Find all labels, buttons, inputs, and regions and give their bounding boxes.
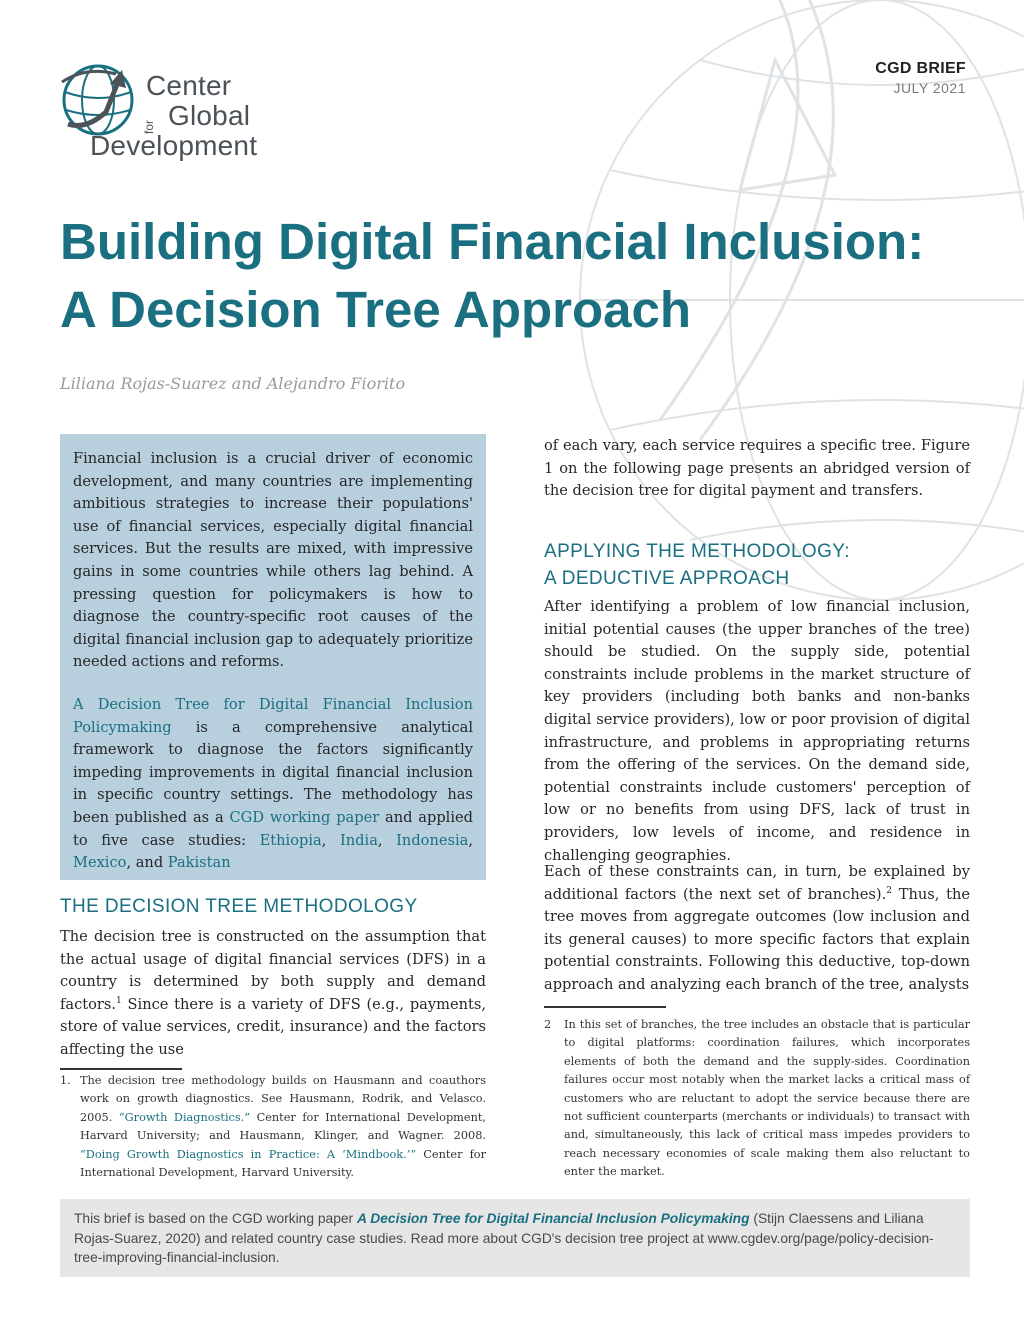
summary-text: is a comprehensive analytical framework to diagnose the factors significantly impeding improvements in digital financial inclusion in specific country settings. The methodology has been published as a bbox=[73, 718, 473, 826]
footnote-text: Center for International Development, Harvard University. bbox=[80, 1147, 487, 1180]
footnote-1 bbox=[60, 1072, 487, 1182]
footnote-text: In this set of branches, the tree includes an obstacle that is particular to digital platforms: coordination failures, which incorporates elements of both the demand and the supply-sides. Coordination failures occur most notably when the market lacks a critical mass of customers who are reluctant to adopt the service because there are not sufficient counterparts (merchants or individuals) to transact with and, simultaneously, this lack of critical mass impedes providers to reach necessary economies of scale making them also reluctant to enter the market. bbox=[564, 1018, 970, 1179]
body-text: Since there is a variety of DFS (e.g., payments, store of value services, credit, insurance) and the factors affecting the use bbox=[60, 995, 486, 1058]
page-title bbox=[60, 208, 990, 344]
separator: , bbox=[377, 831, 397, 849]
title-line-2: A Decision Tree Approach bbox=[60, 281, 692, 338]
continuation-paragraph: of each vary, each service requires a specific tree. Figure 1 on the following page presents an abridged version of the decision tree for digital payment and transfers. bbox=[544, 437, 970, 500]
applying-paragraph-1: After identifying a problem of low financial inclusion, initial potential causes (the upper branches of the tree) should be studied. On the supply side, potential constraints include problems in the market structure of key providers (including both banks and non-banks digital service providers), low or poor provision of digital infrastructure, and problems in appropriating returns from the offering of the services. On the demand side, potential constraints include customers' perception of low or no benefits from using DFS, lack of trust in providers, low levels of income, and residence in challenging geographies. bbox=[544, 598, 970, 864]
body-text: Each of these constraints can, in turn, be explained by additional factors (the next set of branches). bbox=[544, 863, 970, 903]
cgd-working-paper-link[interactable]: CGD working paper bbox=[229, 808, 380, 826]
footnote-2 bbox=[544, 1016, 970, 1182]
case-study-link-indonesia[interactable]: Indonesia bbox=[396, 831, 469, 849]
footer-text: (Stijn Claessens and Liliana Rojas-Suarez, 2020) and related country case studies. Read more about CGD's decision tree project at www.cgdev.org/page/policy-decision-tree-improving-financial-inclusion. bbox=[74, 1211, 934, 1265]
case-study-link-mexico[interactable]: Mexico bbox=[73, 854, 127, 872]
separator: , and bbox=[126, 854, 168, 872]
summary-paragraph-1: Financial inclusion is a crucial driver of economic development, and many countries are implementing ambitious strategies to increase their populations' use of financial services, especially digital financial services. But the results are mixed, with impressive gains in some countries while others lag behind. A pressing question for policymakers is how to diagnose the country-specific root causes of the digital financial inclusion gap to adequately prioritize needed actions and reforms. bbox=[73, 450, 473, 671]
title-line-1: Building Digital Financial Inclusion: bbox=[60, 213, 925, 270]
footnote-divider bbox=[60, 1068, 182, 1070]
section-heading-applying bbox=[544, 538, 850, 592]
footer-paper-link[interactable]: A Decision Tree for Digital Financial Inclusion Policymaking bbox=[356, 1211, 750, 1226]
methodology-paragraph bbox=[60, 926, 486, 1062]
footnote-text: Center for International Development, Harvard University; and Hausmann, Klinger, and Wagner. 2008. bbox=[80, 1110, 486, 1143]
logo-text-global: Global bbox=[168, 100, 251, 131]
logo-text-center: Center bbox=[146, 70, 232, 101]
logo-text-for: for bbox=[142, 119, 156, 134]
footnote-ref-1[interactable]: 1 bbox=[116, 995, 122, 1006]
body-text: Thus, the tree moves from aggregate outcomes (low inclusion and its general causes) to more specific factors that explain potential constraints. Following this deductive, top-down approach and analyzing each branch of the tree, analysts bbox=[544, 885, 970, 993]
separator: , bbox=[321, 831, 341, 849]
section-heading-methodology: THE DECISION TREE METHODOLOGY bbox=[60, 896, 418, 917]
series-label: CGD BRIEF bbox=[875, 60, 966, 77]
footnote-ref-2[interactable]: 2 bbox=[886, 885, 892, 896]
series-info bbox=[875, 60, 966, 96]
logo-text-development: Development bbox=[90, 130, 258, 161]
publication-date: JULY 2021 bbox=[893, 80, 966, 96]
footnote-number: 1. bbox=[60, 1074, 71, 1087]
separator: , bbox=[468, 831, 473, 849]
summary-text: and applied to five case studies: bbox=[73, 808, 473, 849]
summary-paragraph-2 bbox=[73, 694, 473, 875]
authors: Liliana Rojas-Suarez and Alejandro Fiorito bbox=[60, 374, 406, 393]
footnote-divider bbox=[544, 1006, 666, 1008]
footer-note bbox=[60, 1199, 970, 1277]
heading-line-1: APPLYING THE METHODOLOGY: bbox=[544, 541, 850, 562]
summary-box bbox=[60, 434, 486, 880]
cgd-logo bbox=[56, 62, 296, 172]
heading-line-2: A DEDUCTIVE APPROACH bbox=[544, 568, 790, 589]
growth-diagnostics-link[interactable]: “Growth Diagnostics.” bbox=[118, 1110, 251, 1124]
footnote-number: 2 bbox=[544, 1018, 552, 1031]
case-study-link-pakistan[interactable]: Pakistan bbox=[167, 854, 231, 872]
decision-tree-paper-link[interactable]: A Decision Tree for Digital Financial Inclusion Policymaking bbox=[73, 695, 473, 736]
doing-growth-diagnostics-link[interactable]: “Doing Growth Diagnostics in Practice: A ‘Mindbook.’” bbox=[80, 1147, 417, 1161]
case-study-link-india[interactable]: India bbox=[340, 831, 378, 849]
body-text: The decision tree is constructed on the assumption that the actual usage of digital financial services (DFS) in a country is determined by both supply and demand factors. bbox=[60, 928, 486, 1013]
applying-paragraph-2 bbox=[544, 861, 970, 997]
footnote-text: The decision tree methodology builds on Hausmann and coauthors work on growth diagnostics. See Hausmann, Rodrik, and Velasco. 2005. bbox=[80, 1074, 486, 1124]
case-study-link-ethiopia[interactable]: Ethiopia bbox=[259, 831, 322, 849]
footer-text: This brief is based on the CGD working paper bbox=[74, 1211, 357, 1226]
